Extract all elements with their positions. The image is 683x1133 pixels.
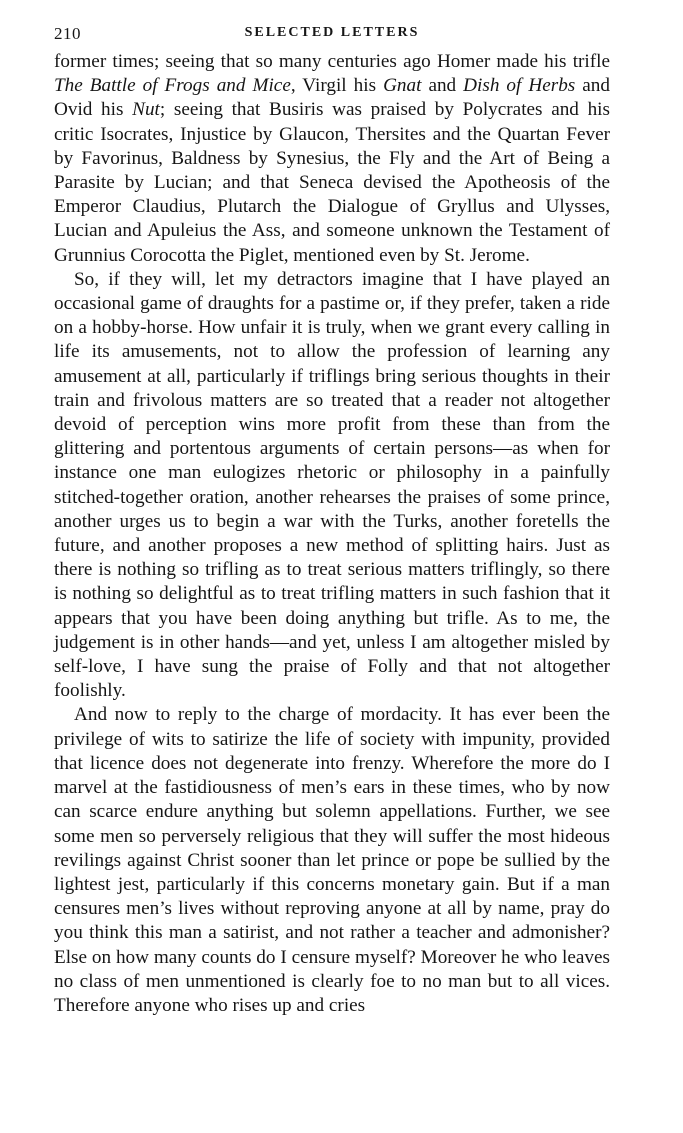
running-head [54, 22, 610, 46]
page-number: 210 [54, 24, 81, 43]
running-title: SELECTED LETTERS [244, 25, 420, 40]
paragraph-2 [54, 268, 610, 704]
text-run: and [421, 75, 464, 97]
paragraph-1 [54, 50, 610, 268]
body-text [54, 50, 610, 1018]
italic-title: Nut [132, 99, 160, 121]
text-run: former times; seeing that so many centuries ago Homer made his trifle [54, 51, 610, 72]
text-run: ; seeing that Busiris was praised by Polycrates and his critic Isocrates, Injustice by Glaucon, Thersites and the Quartan Fever by Favorinus, Baldness by Synesius, the Fly and the Art of Being a Parasite by Lucian; and that Seneca devised the Apotheosis of the Emperor Claudius, Plutarch the Dialogue of Gryllus and Ulysses, Lucian and Apuleius the Ass, and someone unknown the Testament of Grunnius Corocotta the Piglet, mentioned even by St. Jerome. [54, 99, 610, 266]
italic-title: Dish of Herbs [463, 75, 576, 97]
book-page [54, 22, 610, 1018]
text-run: , Virgil his [290, 75, 384, 97]
paragraph-3 [54, 703, 610, 1018]
text-run: So, if they will, let my detractors imagine that I have played an occasional game of draughts for a pastime or, if they prefer, taken a ride on a hobby-horse. How unfair it is truly, when we grant every calling in life its amusements, not to allow the profession of learning any amusement at all, particularly if triflings bring serious thoughts in their train and frivolous matters are so treated that a reader not altogether devoid of perception wins more profit from these than from the glittering and portentous arguments of certain persons—as when for instance one man eulogizes rhetoric or philosophy in a painfully stitched-together oration, another rehearses the praises of some prince, another urges us to begin a war with the Turks, another foretells the future, and another proposes a new method of splitting hairs. Just as there is nothing so trifling as to treat serious matters triflingly, so there is nothing so delightful as to treat trifling matters in such fashion that it appears that you have been doing anything but trifle. As to me, the judgement is in other hands—and yet, unless I am altogether misled by self-love, I have sung the praise of Folly and that not altogether foolishly. [54, 268, 610, 702]
italic-title: Gnat [383, 75, 422, 97]
italic-title: The Battle of Frogs and Mice [54, 75, 291, 97]
text-run: and Ovid his [54, 75, 610, 121]
text-run: And now to reply to the charge of mordacity. It has ever been the privilege of wits to satirize the life of society with impunity, provided that licence does not degenerate into frenzy. Wherefore the more do I marvel at the fastidiousness of men’s ears in these times, who by now can scarce endure anything but solemn appellations. Further, we see some men so perversely religious that they will suffer the most hideous revilings against Christ sooner than let prince or pope be sullied by the lightest jest, particularly if this concerns monetary gain. But if a man censures men’s lives without reproving anyone at all by name, pray do you think this man a satirist, and not rather a teacher and admonisher? Else on how many counts do I censure myself? Moreover he who leaves no class of men unmentioned is clearly foe to no man but to all vices. Therefore anyone who rises up and cries [54, 704, 610, 1016]
